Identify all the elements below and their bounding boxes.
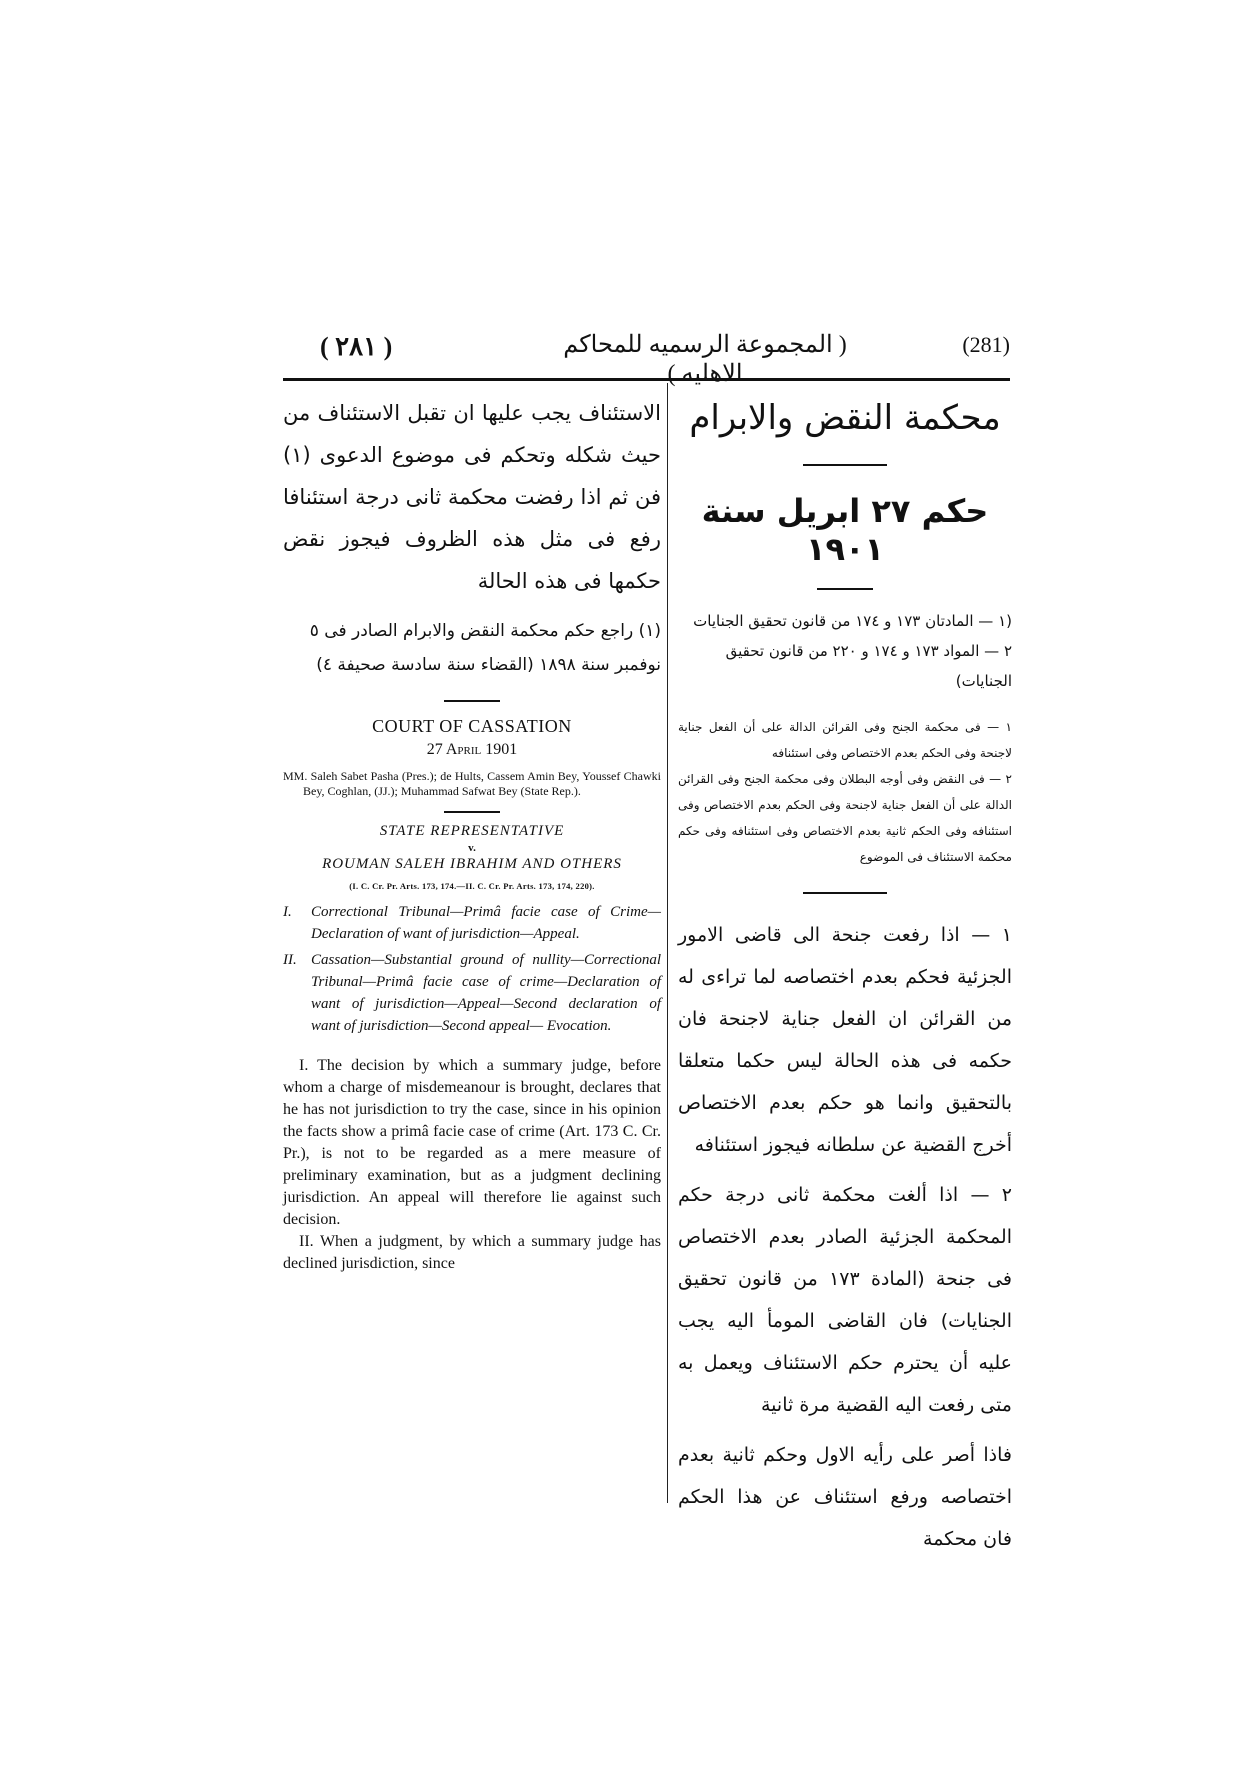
section-rule xyxy=(444,700,500,702)
section-rule xyxy=(817,588,873,590)
judgment-date: 27 April 1901 xyxy=(426,741,518,758)
principle-paragraph: ١ — اذا رفعت جنحة الى قاضى الامور الجزئية فحكم بعدم اختصاصه لما تراءى له من القرائن ان الفعل جناية لاجنحة فان حكمه فى هذه الحالة ليس حكما متعلقا بالتحقيق وانما هو حكم بعدم الاختصاص أخرج القضية عن سلطانه فيجوز استئنافه xyxy=(678,924,1012,1156)
court-title: COURT OF CASSATION xyxy=(372,716,572,736)
page-number-arabic: ( ٢٨١ ) xyxy=(320,332,393,361)
topic-item xyxy=(283,901,661,945)
article-line: ٢ — المواد ١٧٣ و ١٧٤ و ٢٢٠ من قانون تحقيق الجنايات) xyxy=(725,642,1012,690)
right-column xyxy=(678,392,1012,1568)
running-title: ( المجموعة الرسميه للمحاكم الاهليه ) xyxy=(563,332,847,387)
section-rule xyxy=(444,811,500,813)
topic-item xyxy=(283,949,661,1037)
header-rule xyxy=(283,378,1010,381)
principle-paragraph: فاذا أصر على رأيه الاول وحكم ثانية بعدم اختصاصه ورفع استئناف عن هذا الحكم فان محكمة xyxy=(678,1444,1012,1550)
page-number: (281) xyxy=(962,332,1010,357)
summary-arabic xyxy=(678,714,1012,870)
page-header xyxy=(280,328,1010,387)
arabic-continuation: الاستئناف يجب عليها ان تقبل الاستئناف من حيث شكله وتحكم فى موضوع الدعوى (١) فن ثم اذا رفضت محكمة ثانى درجة استئنافا رفع فى مثل هذه الظروف فيجوز نقض حكمها فى هذه الحالة xyxy=(283,401,661,593)
court-title-arabic: محكمة النقض والابرام xyxy=(689,398,1001,438)
principle-paragraph: ٢ — اذا ألغت محكمة ثانى درجة حكم المحكمة الجزئية الصادر بعدم الاختصاص فى جنحة (المادة ١٧٣ من قانون تحقيق الجنايات) فان القاضى المومأ اليه يجب عليه أن يحترم حكم الاستئناف ويعمل به متى رفعت اليه القضية مرة ثانية xyxy=(678,1184,1013,1416)
topic-text: Correctional Tribunal—Primâ facie case of Crime—Declaration of want of jurisdiction—Appeal. xyxy=(311,904,661,942)
column-divider xyxy=(667,383,668,1503)
article-line: (١ — المادتان ١٧٣ و ١٧٤ من قانون تحقيق الجنايات xyxy=(693,612,1012,630)
headnote-paragraph: I. The decision by which a summary judge, before whom a charge of misdemeanour is brought, declares that he has not jurisdiction to try the case, since in his opinion the facts show a primâ facie case of crime (Art. 173 C. Cr. Pr.), is not to be regarded as a mere measure of preliminary examination, but as a judgment declining jurisdiction. An appeal will therefore lie against such decision. xyxy=(283,1057,661,1228)
headnote-body xyxy=(283,1055,661,1275)
section-rule xyxy=(803,464,887,466)
judges-list: MM. Saleh Sabet Pasha (Pres.); de Hults, Cassem Amin Bey, Youssef Chawki Bey, Coghlan, (JJ.); Muhammad Safwat Bey (State Rep.). xyxy=(283,769,661,798)
left-column xyxy=(283,392,661,1275)
summary-line: ٢ — فى النقض وفى أوجه البطلان وفى محكمة الجنح وفى القرائن الدالة على أن الفعل جناية لاجنحة وفى الحكم بعدم الاختصاص وفى استئنافه وفى الحكم ثانية بعدم الاختصاص وفى استئنافه وفى حكم محكمة الاستئناف فى الموضوع xyxy=(678,772,1012,864)
topic-text: Cassation—Substantial ground of nullity—Correctional Tribunal—Primâ facie case of crime—Declaration of want of jurisdiction—Appeal—Second declaration of want of jurisdiction—Second appeal— Evocation. xyxy=(311,952,661,1034)
case-versus: v. xyxy=(468,842,476,854)
principles-arabic xyxy=(678,914,1012,1560)
topic-number: II. xyxy=(283,952,297,968)
articles-reference: (I. C. Cr. Pr. Arts. 173, 174.—II. C. Cr. Pr. Arts. 173, 174, 220). xyxy=(349,881,595,891)
judgment-date-arabic: حكم ٢٧ ابريل سنة ١٩٠١ xyxy=(701,492,989,568)
section-rule xyxy=(803,892,887,894)
topic-number: I. xyxy=(283,904,292,920)
headnote-paragraph: II. When a judgment, by which a summary judge has declined jurisdiction, since xyxy=(283,1233,661,1272)
case-party-a: STATE REPRESENTATIVE xyxy=(379,823,565,839)
articles-arabic xyxy=(678,606,1012,696)
arabic-footnote: (١) راجع حكم محكمة النقض والابرام الصادر فى ٥ نوفمبر سنة ١٨٩٨ (القضاء سنة سادسة صحيفة ٤) xyxy=(309,621,661,675)
summary-line: ١ — فى محكمة الجنح وفى القرائن الدالة على أن الفعل جناية لاجنحة وفى الحكم بعدم الاختصاص وفى استئنافه xyxy=(678,720,1012,760)
case-party-b: ROUMAN SALEH IBRAHIM AND OTHERS xyxy=(322,856,622,872)
